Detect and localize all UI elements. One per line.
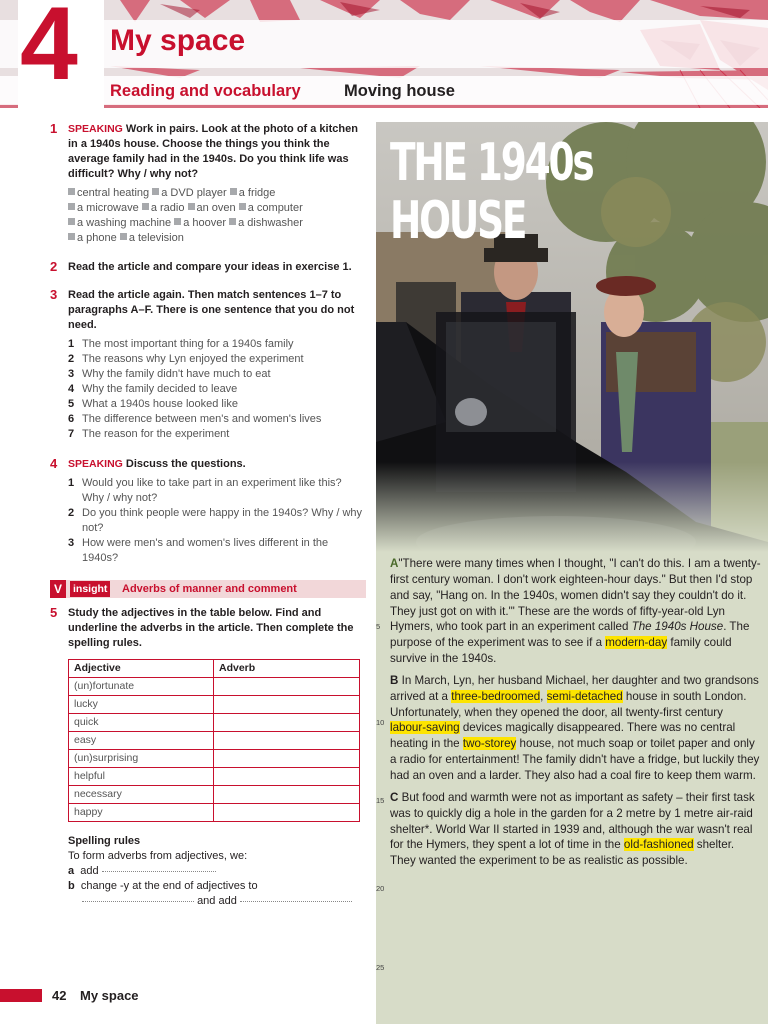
answer-cell[interactable]	[214, 732, 360, 750]
table-row: (un)fortunate	[69, 678, 360, 696]
answer-blank[interactable]	[240, 901, 352, 902]
table-row: quick	[69, 714, 360, 732]
list-item: 7 The reason for the experiment	[68, 428, 230, 440]
column-header-adverb: Adverb	[214, 660, 360, 678]
bullet-square-icon	[229, 218, 236, 225]
table-row: (un)surprising	[69, 750, 360, 768]
table-row: lucky	[69, 696, 360, 714]
adjective-adverb-table	[68, 659, 360, 822]
rule-b-continued: and add	[68, 894, 366, 909]
insight-title: Adverbs of manner and comment	[122, 583, 297, 595]
highlighted-word: semi-detached	[546, 689, 623, 703]
rule-a: a add	[68, 864, 366, 879]
bullet-square-icon	[68, 233, 75, 240]
bullet-square-icon	[230, 188, 237, 195]
list-item: 4 Why the family decided to leave	[68, 383, 238, 395]
spelling-rules-title: Spelling rules	[68, 835, 141, 847]
exercise-instruction: Read the article again. Then match sentences 1–7 to paragraphs A–F. There is one sentence that you do not need.	[68, 289, 355, 331]
bullet-square-icon	[68, 188, 75, 195]
bullet-square-icon	[152, 188, 159, 195]
list-item: 6 The difference between men's and women's lives	[68, 413, 322, 425]
highlighted-word: three-bedroomed	[451, 689, 541, 703]
exercise-3	[50, 288, 366, 442]
highlighted-word: old-fashioned	[623, 838, 694, 852]
speaking-keyword: SPEAKING	[68, 123, 123, 135]
paragraph-label: A	[390, 557, 399, 570]
article-text	[376, 556, 762, 972]
line-number: 20	[376, 884, 385, 893]
section-label: Reading and vocabulary	[110, 82, 301, 100]
answer-blank[interactable]	[102, 871, 216, 872]
exercise-instruction: Read the article and compare your ideas in exercise 1.	[68, 261, 352, 273]
page-header	[0, 0, 768, 108]
bullet-square-icon	[120, 233, 127, 240]
list-item: 5 What a 1940s house looked like	[68, 398, 238, 410]
list-item: 2 The reasons why Lyn enjoyed the experiment	[68, 353, 304, 365]
vocabulary-badge: V	[50, 580, 66, 598]
word-list: central heating a DVD player a fridge a microwave a radio an oven a computer a washing machine a hoover a dishwasher a phone a television	[68, 186, 366, 246]
list-item: 1 The most important thing for a 1940s family	[68, 338, 294, 350]
spelling-rules-intro: To form adverbs from adjectives, we:	[68, 850, 248, 862]
list-item: 1 Would you like to take part in an experiment like this? Why / why not?	[68, 477, 342, 504]
exercise-instruction: SPEAKING Discuss the questions.	[68, 458, 246, 470]
answer-cell[interactable]	[214, 696, 360, 714]
line-number: 25	[376, 963, 385, 972]
exercise-number: 4	[50, 456, 58, 471]
exercises-column	[50, 122, 366, 909]
bullet-square-icon	[142, 203, 149, 210]
footer-title: My space	[80, 988, 139, 1003]
list-item: 3 Why the family didn't have much to eat	[68, 368, 271, 380]
exercise-5	[50, 606, 366, 651]
table-header-row	[69, 660, 360, 678]
vocabulary-insight-bar	[50, 580, 366, 598]
paragraph-label: C	[390, 790, 399, 804]
table-row: happy	[69, 804, 360, 822]
bullet-square-icon	[239, 203, 246, 210]
line-number: 10	[376, 718, 385, 727]
rule-b: b change -y at the end of adjectives to	[68, 880, 258, 892]
exercise-1	[50, 122, 366, 246]
exercise-instruction: SPEAKING Work in pairs. Look at the photo of a kitchen in a 1940s house. Choose the things you think the average family had in the 1940s. Do you think life was difficult? Why / why not?	[68, 123, 358, 180]
table-row: helpful	[69, 768, 360, 786]
exercise-instruction: Study the adjectives in the table below. Find and underline the adverbs in the article. Then complete the spelling rules.	[68, 607, 354, 649]
bullet-square-icon	[188, 203, 195, 210]
bullet-square-icon	[68, 203, 75, 210]
highlighted-word: modern-day	[605, 636, 668, 650]
answer-cell[interactable]	[214, 678, 360, 696]
paragraph-label: B	[390, 673, 399, 687]
exercise-number: 1	[50, 121, 58, 136]
table-row: necessary	[69, 786, 360, 804]
sentence-list	[68, 337, 366, 442]
unit-number: 4	[20, 0, 78, 102]
answer-cell[interactable]	[214, 804, 360, 822]
highlighted-word: two-storey	[462, 737, 517, 751]
insight-badge: insight	[70, 581, 110, 597]
paragraph-c: C But food and warmth were not as important as safety – their first task was to quickly dig a hole in the garden for a 2 metre by 1 metre air-raid shelter*. World War II started in 1939 and, although the war wasn't real for the Hymers, they spent a lot of time in the old-fashioned shelter. They wanted the experiment to be as realistic as possible.	[390, 790, 755, 868]
line-number: 5	[376, 622, 381, 631]
speaking-keyword: SPEAKING	[68, 458, 123, 470]
footer-accent-bar	[0, 989, 42, 1002]
paragraph-a: A"There were many times when I thought, "I can't do this. I am a twenty-first century woman. I don't work eighteen-hour days." But then I'd stop and say, "Hang on. In the 1940s, women didn't say they couldn't do it. They just got on with it."' These are the words of fifty-year-old Lyn Hymers, who took part in an experiment called The 1940s House. The purpose of the experiment was to see if a modern-day family could survive in the 1940s.	[390, 557, 761, 666]
exercise-2	[50, 260, 366, 275]
highlighted-word: labour-saving	[390, 721, 460, 735]
column-header-adjective: Adjective	[69, 660, 214, 678]
article-panel	[376, 122, 768, 1024]
answer-blank[interactable]	[82, 901, 194, 902]
answer-cell[interactable]	[214, 750, 360, 768]
exercise-number: 2	[50, 259, 58, 274]
exercise-number: 5	[50, 605, 58, 620]
list-item: 2 Do you think people were happy in the 1940s? Why / why not?	[68, 507, 363, 534]
exercise-4	[50, 457, 366, 566]
unit-title: My space	[110, 24, 246, 57]
lesson-title: Moving house	[344, 82, 455, 100]
bullet-square-icon	[68, 218, 75, 225]
answer-cell[interactable]	[214, 786, 360, 804]
list-item: 3 How were men's and women's lives different in the 1940s?	[68, 537, 329, 564]
bullet-square-icon	[174, 218, 181, 225]
article-title: THE 1940s HOUSE	[390, 133, 593, 251]
exercise-number: 3	[50, 287, 58, 302]
page-number: 42	[52, 988, 67, 1003]
line-number: 15	[376, 796, 385, 805]
answer-cell[interactable]	[214, 768, 360, 786]
table-row: easy	[69, 732, 360, 750]
question-list	[68, 476, 366, 566]
spelling-rules	[68, 834, 366, 909]
paragraph-b: B In March, Lyn, her husband Michael, her daughter and two grandsons arrived at a three-bedroomed, semi-detached house in south London. Unfortunately, when they opened the door, all twenty-first century labour-saving devices magically disappeared. There was no central heating in the two-storey house, not much soap or toilet paper and only a radio for entertainment! The family didn't have a fridge, but luckily they had an oven and a larder. They also had a coal fire to keep them warm.	[390, 673, 760, 782]
answer-cell[interactable]	[214, 714, 360, 732]
